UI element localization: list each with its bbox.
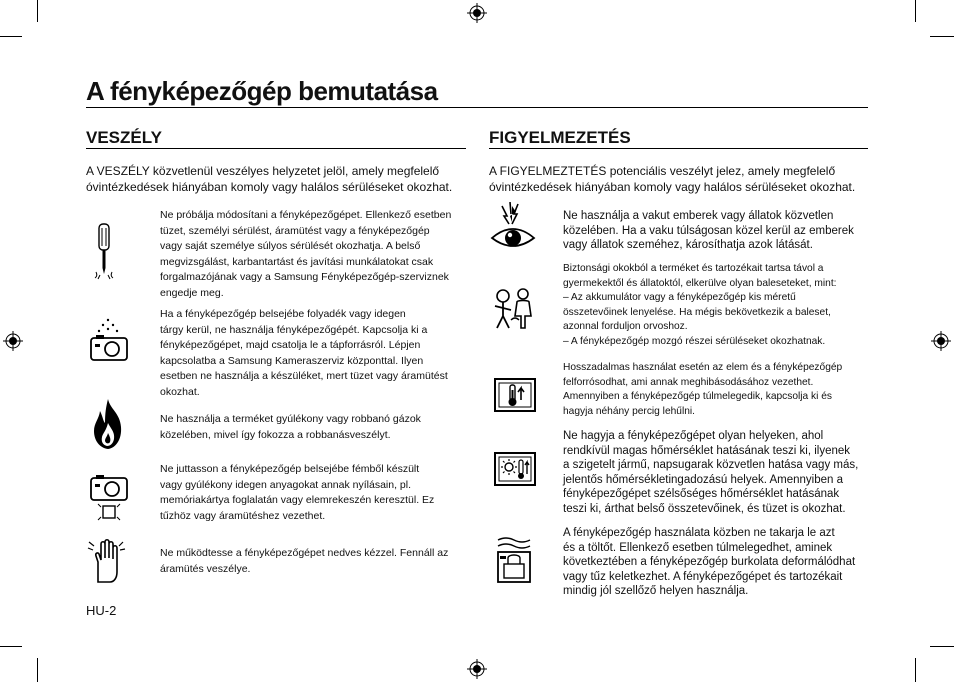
hot-temperature-icon <box>494 378 536 412</box>
warning-item: Ne használja a vakut emberek vagy állatok közvetlen közelében. Ha a vaku túlságosan közel kerül az emberek vagy állatok szeméhez, károsíthatja azok látását. <box>563 210 854 251</box>
danger-item: Ne működtesse a fényképezőgépet nedves kézzel. Fennáll az áramütés veszélye. <box>160 547 449 575</box>
warning-item: Biztonsági okokból a terméket és tartozékait tartsa távol a gyermekektől és állatoktól, elkerülve olyan baleseteket, mint: – Az akkumulátor vagy a fényképezőgép kis méretű összetevőinek lenyelése. Ha mégis bekövetkezik a baleset, azonnal forduljon orvoshoz. – A fényképezőgép mozgó részei sérüléseket okozhatnak. <box>563 263 837 347</box>
crop-mark <box>0 646 22 647</box>
danger-item: Ne próbálja módosítani a fényképezőgépet. Ellenkező esetben tüzet, személyi sérülést, áramütést vagy a fényképezőgép vagy saját személye súlyos sérülését okozhatja. A belső megvizsgálást, karbantartást és javítási munkálatokat csak forgalmazójának vagy a Samsung Fényképezőgép-szerviznek engedje meg. <box>160 209 452 299</box>
wet-hand-icon <box>86 538 130 584</box>
camera-liquid-icon <box>88 316 130 362</box>
danger-heading-divider <box>86 148 466 149</box>
flash-eye-icon <box>490 202 536 250</box>
danger-item: Ne használja a terméket gyúlékony vagy robbanó gázok közelében, mivel így fokozza a robbanásveszélyt. <box>160 413 421 441</box>
registration-mark-icon <box>3 331 23 351</box>
crop-mark <box>915 0 916 22</box>
crop-mark <box>930 36 954 37</box>
warning-heading: FIGYELMEZETÉS <box>489 128 631 147</box>
warning-intro: A FIGYELMEZTETÉS potenciális veszélyt jelez, amely megfelelő óvintézkedések hiányában komoly vagy halálos sérüléseket okozhat. <box>489 164 856 194</box>
danger-intro: A VESZÉLY közvetlenül veszélyes helyzetet jelöl, amely megfelelő óvintézkedések hiányában komoly vagy halálos sérüléseket okozhat. <box>86 164 453 194</box>
child-pet-icon <box>489 286 537 332</box>
flame-icon <box>90 397 126 451</box>
danger-item: Ha a fényképezőgép belsejébe folyadék vagy idegen tárgy kerül, ne használja fényképezőgépét. Kapcsolja ki a fényképezőgépet, majd csatolja le a tápforrásról. Lépjen kapcsolatba a Samsung Kameraszerviz központtal. Ilyen esetben ne használja a készüléket, mert tüzet vagy áramütést okozhat. <box>160 308 448 398</box>
danger-item: Ne juttasson a fényképezőgép belsejébe fémből készült vagy gyúlékony idegen anyagokat annak nyílásain, pl. memóriakártya foglalatán vagy elemrekeszén keresztül. Ez tűzhöz vagy áramütéshez vezethet. <box>160 463 435 522</box>
covered-camera-icon <box>494 534 536 586</box>
registration-mark-icon <box>467 659 487 679</box>
camera-foreign-object-icon <box>88 472 130 524</box>
crop-mark <box>915 658 916 682</box>
page-number: HU-2 <box>86 603 117 618</box>
sun-heat-icon <box>494 452 536 486</box>
screwdriver-icon <box>92 222 116 280</box>
danger-heading: VESZÉLY <box>86 128 162 147</box>
warning-item: Ne hagyja a fényképezőgépet olyan helyeken, ahol rendkívül magas hőmérséklet hatásának teszi ki, ilyenek a szigetelt jármű, napsugarak közvetlen hatása vagy más, jelentős hőmérsékletingadozású helyek. Amennyiben a fényképezőgépet szélsőséges hőmérséklet hatásának teszi ki, árthat belső összetevőinek, és tüzet is okozhat. <box>563 430 859 515</box>
warning-item: A fényképezőgép használata közben ne takarja le azt és a töltőt. Ellenkező esetben túlmelegedhet, aminek következtében a fényképezőgép burkolata deformálódhat vagy tűz keletkezhet. A fényképezőgépet és tartozékait mindig jól szellőző helyen használja. <box>563 527 856 597</box>
page-title: A fényképezőgép bemutatása <box>86 76 438 106</box>
crop-mark <box>930 646 954 647</box>
crop-mark <box>0 36 22 37</box>
registration-mark-icon <box>467 3 487 23</box>
warning-heading-divider <box>489 148 868 149</box>
crop-mark <box>37 0 38 22</box>
crop-mark <box>37 658 38 682</box>
registration-mark-icon <box>931 331 951 351</box>
title-divider <box>86 107 868 108</box>
warning-item: Hosszadalmas használat esetén az elem és a fényképezőgép felforrósodhat, ami annak meghibásodásához vezethet. Amennyiben a fényképezőgép túlmelegedik, kapcsolja ki és hagyja néhány percig lehűlni. <box>563 362 843 417</box>
